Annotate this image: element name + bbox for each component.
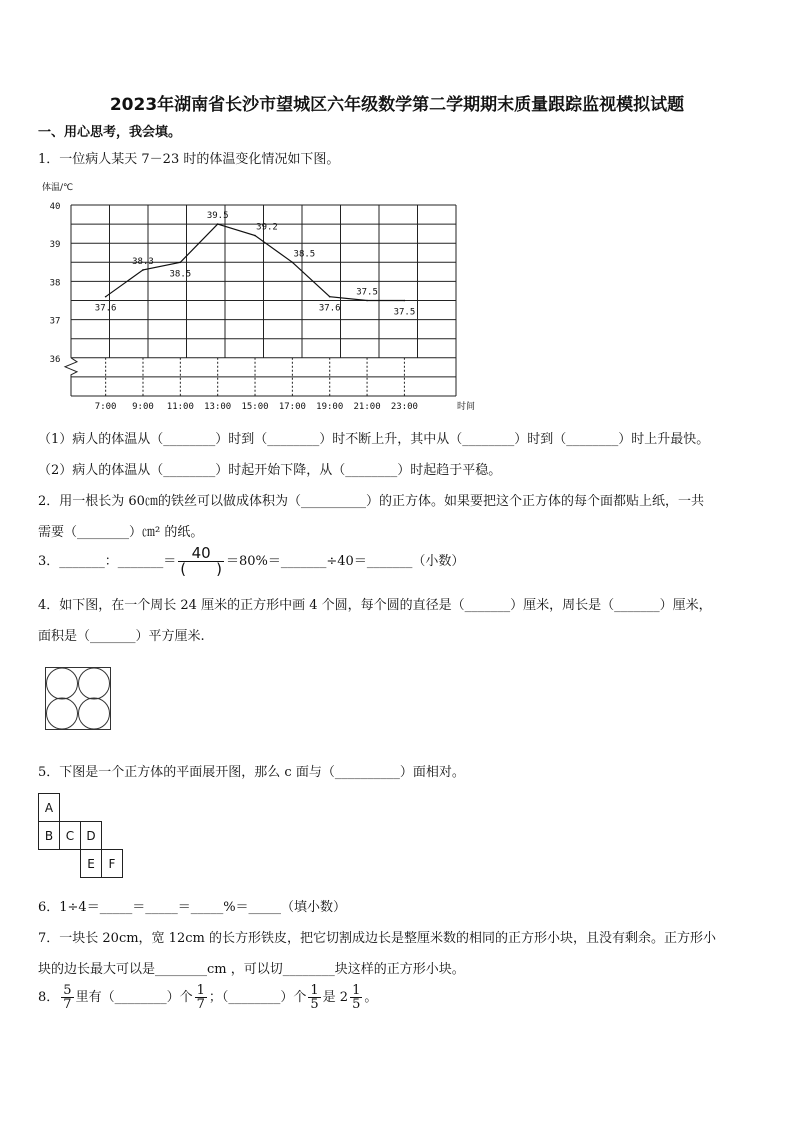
square-with-circles-figure [45, 667, 111, 730]
y-tick-label: 36 [49, 354, 61, 365]
y-axis-label: 体温/℃ [42, 183, 74, 193]
q8-f3-num: 1 [310, 983, 319, 998]
data-point [292, 262, 294, 264]
data-label: 38.5 [293, 249, 316, 260]
q3-numerator: 40 [178, 546, 224, 562]
x-tick-label: 13:00 [204, 402, 232, 412]
data-label: 37.6 [94, 303, 117, 314]
q8-f4-den: 5 [352, 997, 361, 1012]
page-title: 2023年湖南省长沙市望城区六年级数学第二学期期末质量跟踪监视模拟试题 [109, 95, 685, 115]
q8-text-1: 里有（________）个 [75, 990, 193, 1005]
circle-top-right [79, 668, 110, 699]
y-tick-label: 40 [49, 202, 61, 212]
q8-text-4: 。 [364, 990, 378, 1005]
x-tick-label: 9:00 [132, 402, 154, 412]
q4-line2: 面积是（_______）平方厘米. [38, 629, 205, 644]
x-tick-label: 19:00 [316, 402, 344, 412]
q8-f1-den: 7 [63, 997, 72, 1012]
q8-fraction-3 [308, 984, 320, 1011]
temperature-line-chart [38, 176, 478, 412]
x-tick-label: 7:00 [94, 402, 117, 412]
q1-text: 1．一位病人某天 7－23 时的体温变化情况如下图。 [38, 152, 340, 167]
q8-f1-num: 5 [63, 983, 72, 998]
data-point [180, 262, 182, 264]
q3-suffix: ＝80%＝_______÷40＝_______（小数） [226, 554, 465, 569]
circle-top-left [47, 668, 78, 699]
q8-f3-den: 5 [310, 997, 319, 1012]
q8-fraction-4 [350, 984, 362, 1011]
q8-fraction-2 [195, 984, 207, 1011]
q3-line [38, 546, 464, 577]
circle-bottom-left [47, 698, 78, 729]
x-tick-label: 21:00 [353, 402, 381, 412]
q8-text-2: ；（________）个 [208, 990, 307, 1005]
cube-net-figure [38, 793, 128, 879]
q3-prefix: 3．_______：_______＝ [38, 554, 177, 569]
y-tick-label: 38 [49, 278, 61, 289]
x-tick-label: 17:00 [278, 402, 306, 412]
q8-f4-num: 1 [352, 983, 361, 998]
q2-line2: 需要（________）㎝² 的纸。 [38, 525, 204, 540]
q7-line2: 块的边长最大可以是________cm ，可以切________块这样的正方形小块。 [38, 962, 465, 977]
x-tick-label: 15:00 [241, 402, 269, 412]
q6-text: 6．1÷4＝_____＝_____＝_____%＝_____（填小数） [38, 900, 347, 915]
outer-square [46, 668, 111, 730]
data-point [105, 296, 107, 298]
q7-line1: 7．一块长 20cm，宽 12cm 的长方形铁皮，把它切割成边长是整厘米数的相同的正方形小块，且没有剩余。正方形小 [38, 931, 716, 946]
face-d-label: D [86, 829, 96, 843]
data-label: 39.2 [256, 222, 278, 233]
data-point [142, 269, 144, 271]
q1-sub1: （1）病人的体温从（________）时到（________）时不断上升，其中从（________）时到（________）时上升最快。 [38, 432, 710, 447]
section-heading: 一、用心思考，我会填。 [38, 125, 182, 140]
q8-label: 8． [38, 990, 60, 1005]
data-point [404, 300, 406, 302]
circle-bottom-right [79, 698, 110, 729]
q8-line [38, 984, 377, 1011]
data-label: 37.5 [393, 307, 416, 318]
y-tick-label: 37 [49, 316, 61, 327]
face-a-label: A [44, 801, 54, 815]
q8-f2-den: 7 [196, 997, 205, 1012]
temperature-chart [38, 176, 478, 412]
x-tick-label: 23:00 [390, 402, 418, 412]
q2-line1: 2．用一根长为 60㎝的铁丝可以做成体积为（__________）的正方体。如果要把这个正方体的每个面都贴上纸，一共 [38, 494, 704, 509]
data-label: 38.3 [132, 256, 154, 267]
data-point [329, 296, 331, 298]
data-point [254, 235, 256, 237]
face-c-label: C [65, 829, 75, 843]
data-label: 39.5 [206, 211, 229, 222]
q4-line1: 4．如下图，在一个周长 24 厘米的正方形中画 4 个圆，每个圆的直径是（_______）厘米，周长是（_______）厘米， [38, 598, 712, 613]
q3-denominator: ( ) [180, 560, 222, 578]
data-point [217, 223, 219, 225]
x-axis-label: 时间 [457, 402, 476, 412]
x-tick-label: 11:00 [166, 402, 194, 412]
data-label: 37.5 [356, 287, 378, 298]
data-label: 37.6 [318, 303, 341, 314]
q8-text-3: 是 2 [322, 990, 349, 1005]
data-point [366, 300, 368, 302]
data-label: 38.5 [169, 269, 192, 280]
face-e-label: E [87, 857, 95, 871]
face-b-label: B [44, 829, 54, 843]
q8-f2-num: 1 [196, 983, 205, 998]
y-tick-label: 39 [49, 240, 61, 251]
q8-fraction-1 [61, 984, 73, 1011]
face-f-label: F [108, 857, 116, 871]
q3-fraction [178, 546, 224, 577]
q1-sub2: （2）病人的体温从（________）时起开始下降，从（________）时起趋于平稳。 [38, 463, 502, 478]
q5-text: 5．下图是一个正方体的平面展开图，那么 c 面与（__________）面相对。 [38, 765, 465, 780]
